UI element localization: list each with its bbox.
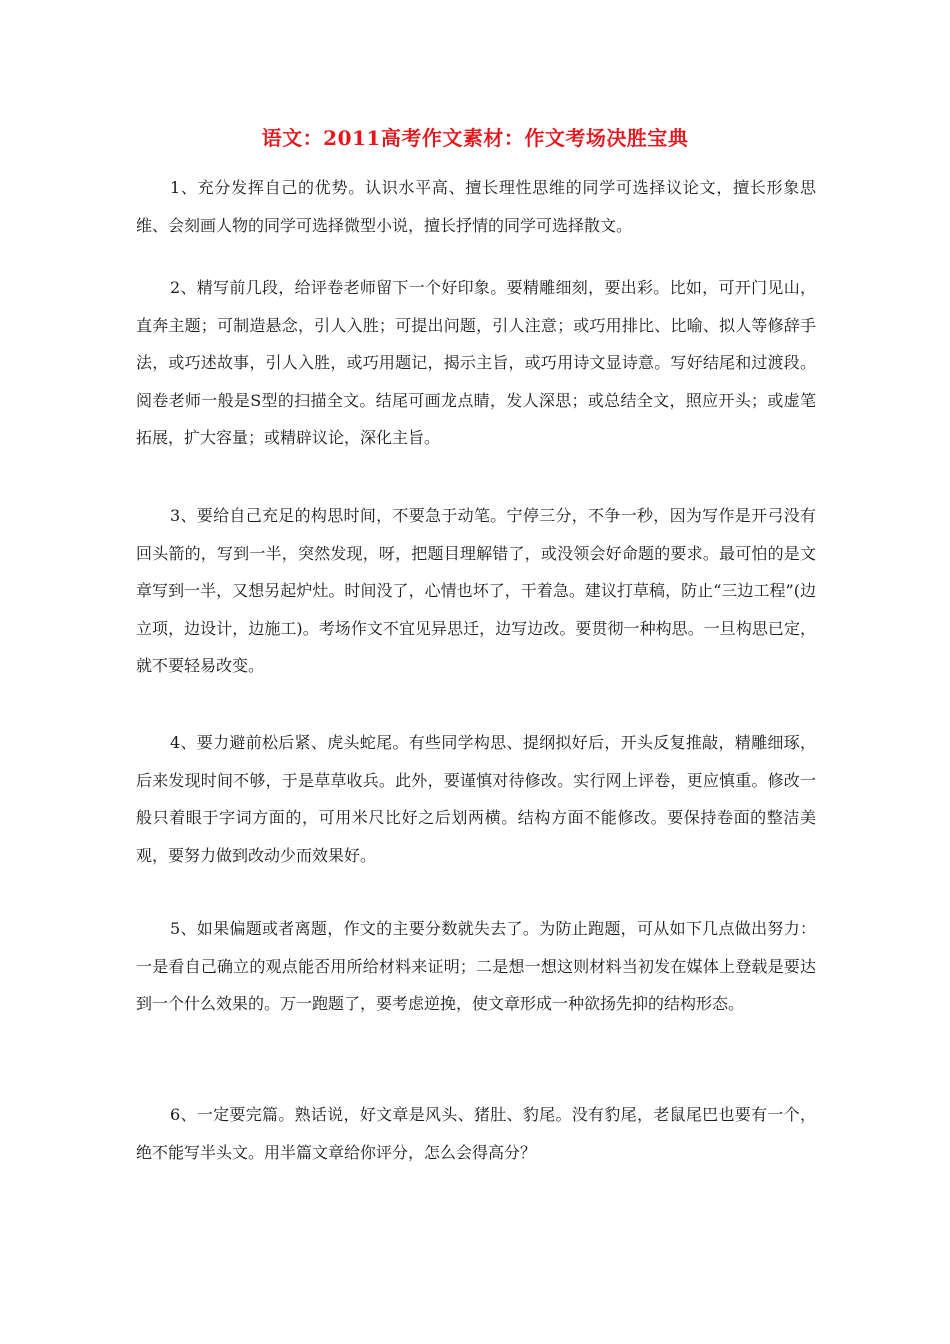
- paragraph-1: 1、充分发挥自己的优势。认识水平高、擅长理性思维的同学可选择议论文，擅长形象思维、会刻画人物的同学可选择微型小说，擅长抒情的同学可选择散文。: [136, 178, 816, 235]
- paragraph-6: 6、一定要完篇。熟话说，好文章是风头、猪肚、豹尾。没有豹尾，老鼠尾巴也要有一个，绝不能写半头文。用半篇文章给你评分，怎么会得高分？: [136, 1105, 816, 1162]
- paragraph-3: 3、要给自己充足的构思时间，不要急于动笔。宁停三分，不争一秒，因为写作是开弓没有回头箭的，写到一半，突然发现，呀，把题目理解错了，或没领会好命题的要求。最可怕的是文章写到一半，又想另起炉灶。时间没了，心情也坏了，干着急。建议打草稿，防止“三边工程”(边立项，边设计，边施工)。考场作文不宜见异思迁，边写边改。要贯彻一种构思。一旦构思已定，就不要轻易改变。: [136, 506, 816, 675]
- paragraph-2: 2、精写前几段，给评卷老师留下一个好印象。要精雕细刻，要出彩。比如，可开门见山，直奔主题；可制造悬念，引人入胜；可提出问题，引人注意；或巧用排比、比喻、拟人等修辞手法，或巧述故事，引人入胜，或巧用题记，揭示主旨，或巧用诗文显诗意。写好结尾和过渡段。阅卷老师一般是S型的扫描全文。结尾可画龙点睛，发人深思；或总结全文，照应开头；或虚笔拓展，扩大容量；或精辟议论，深化主旨。: [136, 278, 816, 447]
- paragraph-4: 4、要力避前松后紧、虎头蛇尾。有些同学构思、提纲拟好后，开头反复推敲，精雕细琢，后来发现时间不够，于是草草收兵。此外，要谨慎对待修改。实行网上评卷，更应慎重。修改一般只着眼于字词方面的，可用米尺比好之后划两横。结构方面不能修改。要保持卷面的整洁美观，要努力做到改动少而效果好。: [136, 733, 816, 865]
- document-title: 语文：2011高考作文素材：作文考场决胜宝典: [261, 126, 689, 150]
- paragraph-5: 5、如果偏题或者离题，作文的主要分数就失去了。为防止跑题，可从如下几点做出努力：一是看自己确立的观点能否用所给材料来证明；二是想一想这则材料当初发在媒体上登载是要达到一个什么效果的。万一跑题了，要考虑逆挽，使文章形成一种欲扬先抑的结构形态。: [136, 919, 816, 1013]
